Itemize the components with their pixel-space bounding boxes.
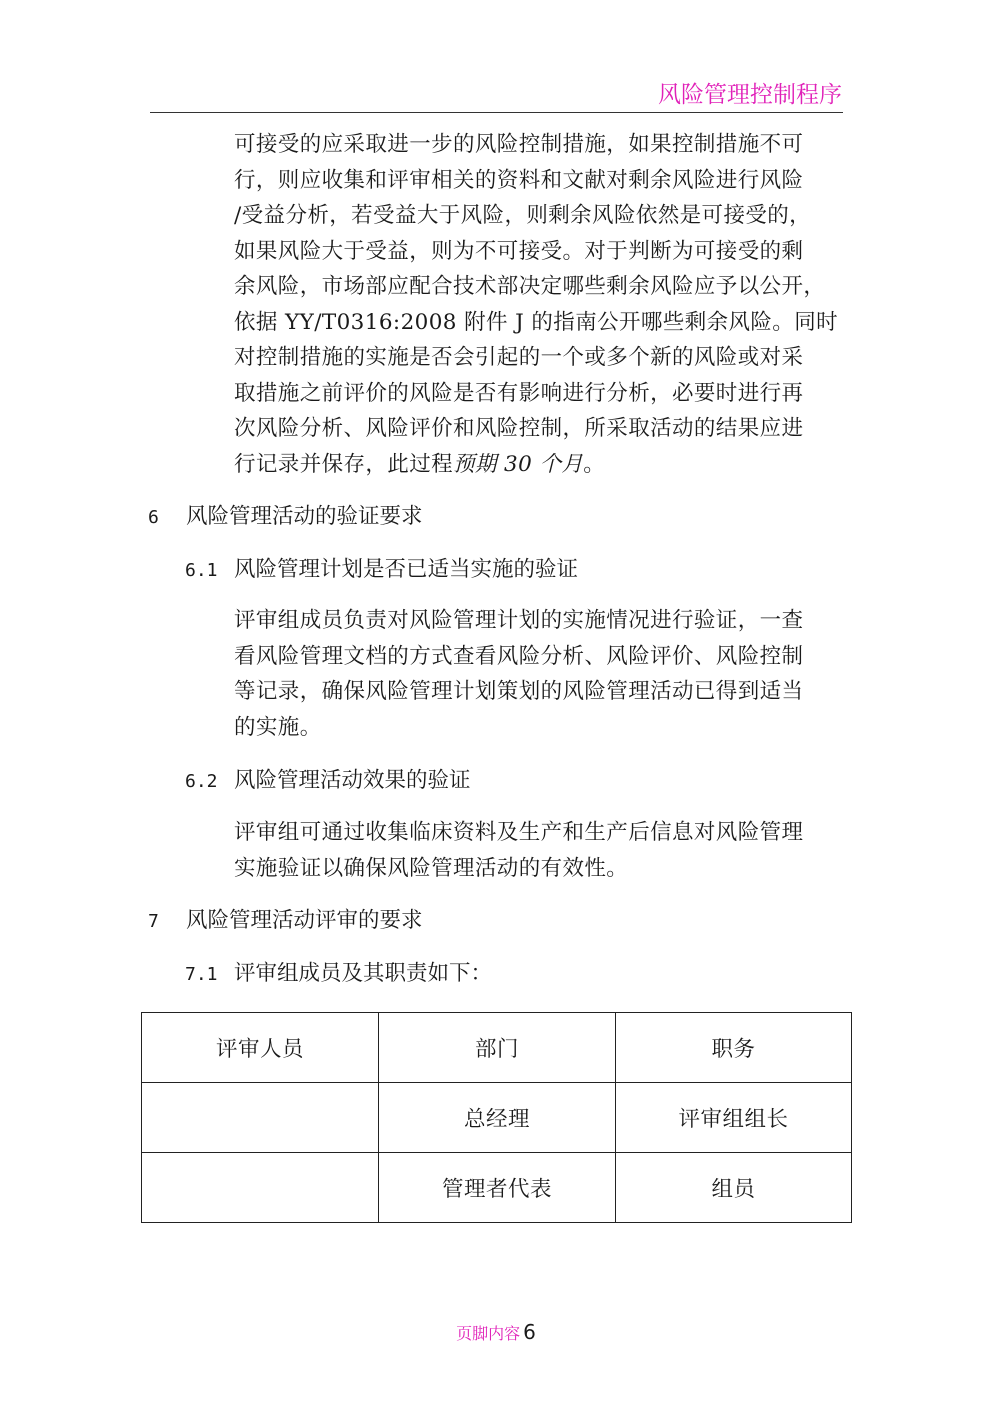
table-cell [142,1153,379,1223]
paragraph-line: 行，则应收集和评审相关的资料和文献对剩余风险进行风险 [234,167,804,193]
table-header-cell: 职务 [616,1013,852,1083]
table-cell: 组员 [616,1153,852,1223]
footer-label: 页脚内容 [456,1324,521,1343]
page-footer [0,1320,992,1344]
section-6-2-paragraph [234,815,854,886]
section-number: 7.1 [185,964,218,985]
section-number: 6.2 [185,771,218,792]
paragraph-line: 对控制措施的实施是否会引起的一个或多个新的风险或对采 [234,345,804,370]
last-line-end: 。 [583,451,606,477]
header-title: 风险管理控制程序 [658,82,842,108]
section-title: 风险管理活动评审的要求 [186,908,423,933]
paragraph-line: 次风险分析、风险评价和风险控制，所采取活动的结果应进 [234,416,804,441]
paragraph-line: 余风险，市场部应配合技术部决定哪些剩余风险应予以公开， [234,274,826,299]
section-6-1-paragraph [234,603,854,745]
section-7-heading [148,906,423,937]
paragraph-last-line [234,447,854,483]
paragraph-line: 依据 YY/T0316:2008 附件 J 的指南公开哪些剩余风险。同时 [234,309,839,335]
paragraph-line: 评审组可通过收集临床资料及生产和生产后信息对风险管理 [234,820,804,845]
table-cell: 评审组组长 [616,1083,852,1153]
table-row [142,1153,852,1223]
table-header-cell: 部门 [379,1013,616,1083]
table-row [142,1083,852,1153]
paragraph-line: 等记录，确保风险管理计划策划的风险管理活动已得到适当 [234,679,804,704]
paragraph-line: /受益分析，若受益大于风险，则剩余风险依然是可接受的， [234,203,812,228]
review-members-table [141,1012,852,1223]
paragraph-line: 的实施。 [234,714,322,740]
table-header-row [142,1013,852,1083]
page-number: 6 [523,1320,536,1344]
emphasis-duration: 预期 30 个月 [453,451,584,477]
table-cell [142,1083,379,1153]
section-number: 7 [148,911,159,932]
section-7-1-heading [185,959,492,990]
intro-paragraph [234,127,854,482]
section-6-1-heading [185,555,578,586]
last-line-start: 行记录并保存，此过程 [234,451,454,477]
paragraph-line: 可接受的应采取进一步的风险控制措施，如果控制措施不可 [234,132,804,157]
section-number: 6 [148,507,159,528]
paragraph-line: 实施验证以确保风险管理活动的有效性。 [234,855,629,881]
paragraph-line: 看风险管理文档的方式查看风险分析、风险评价、风险控制 [234,643,804,669]
section-6-heading [148,502,423,533]
paragraph-line: 如果风险大于受益，则为不可接受。对于判断为可接受的剩 [234,238,804,264]
section-title: 评审组成员及其职责如下： [234,961,493,986]
section-title: 风险管理活动的验证要求 [186,504,423,529]
table-header-cell: 评审人员 [142,1013,379,1083]
paragraph-line: 取措施之前评价的风险是否有影响进行分析，必要时进行再 [234,380,804,406]
section-number: 6.1 [185,560,218,581]
table-cell: 总经理 [379,1083,616,1153]
section-title: 风险管理活动效果的验证 [234,768,471,793]
header-divider [150,112,843,113]
section-title: 风险管理计划是否已适当实施的验证 [234,557,579,582]
table-cell: 管理者代表 [379,1153,616,1223]
paragraph-line: 评审组成员负责对风险管理计划的实施情况进行验证，一查 [234,608,804,633]
section-6-2-heading [185,766,471,797]
